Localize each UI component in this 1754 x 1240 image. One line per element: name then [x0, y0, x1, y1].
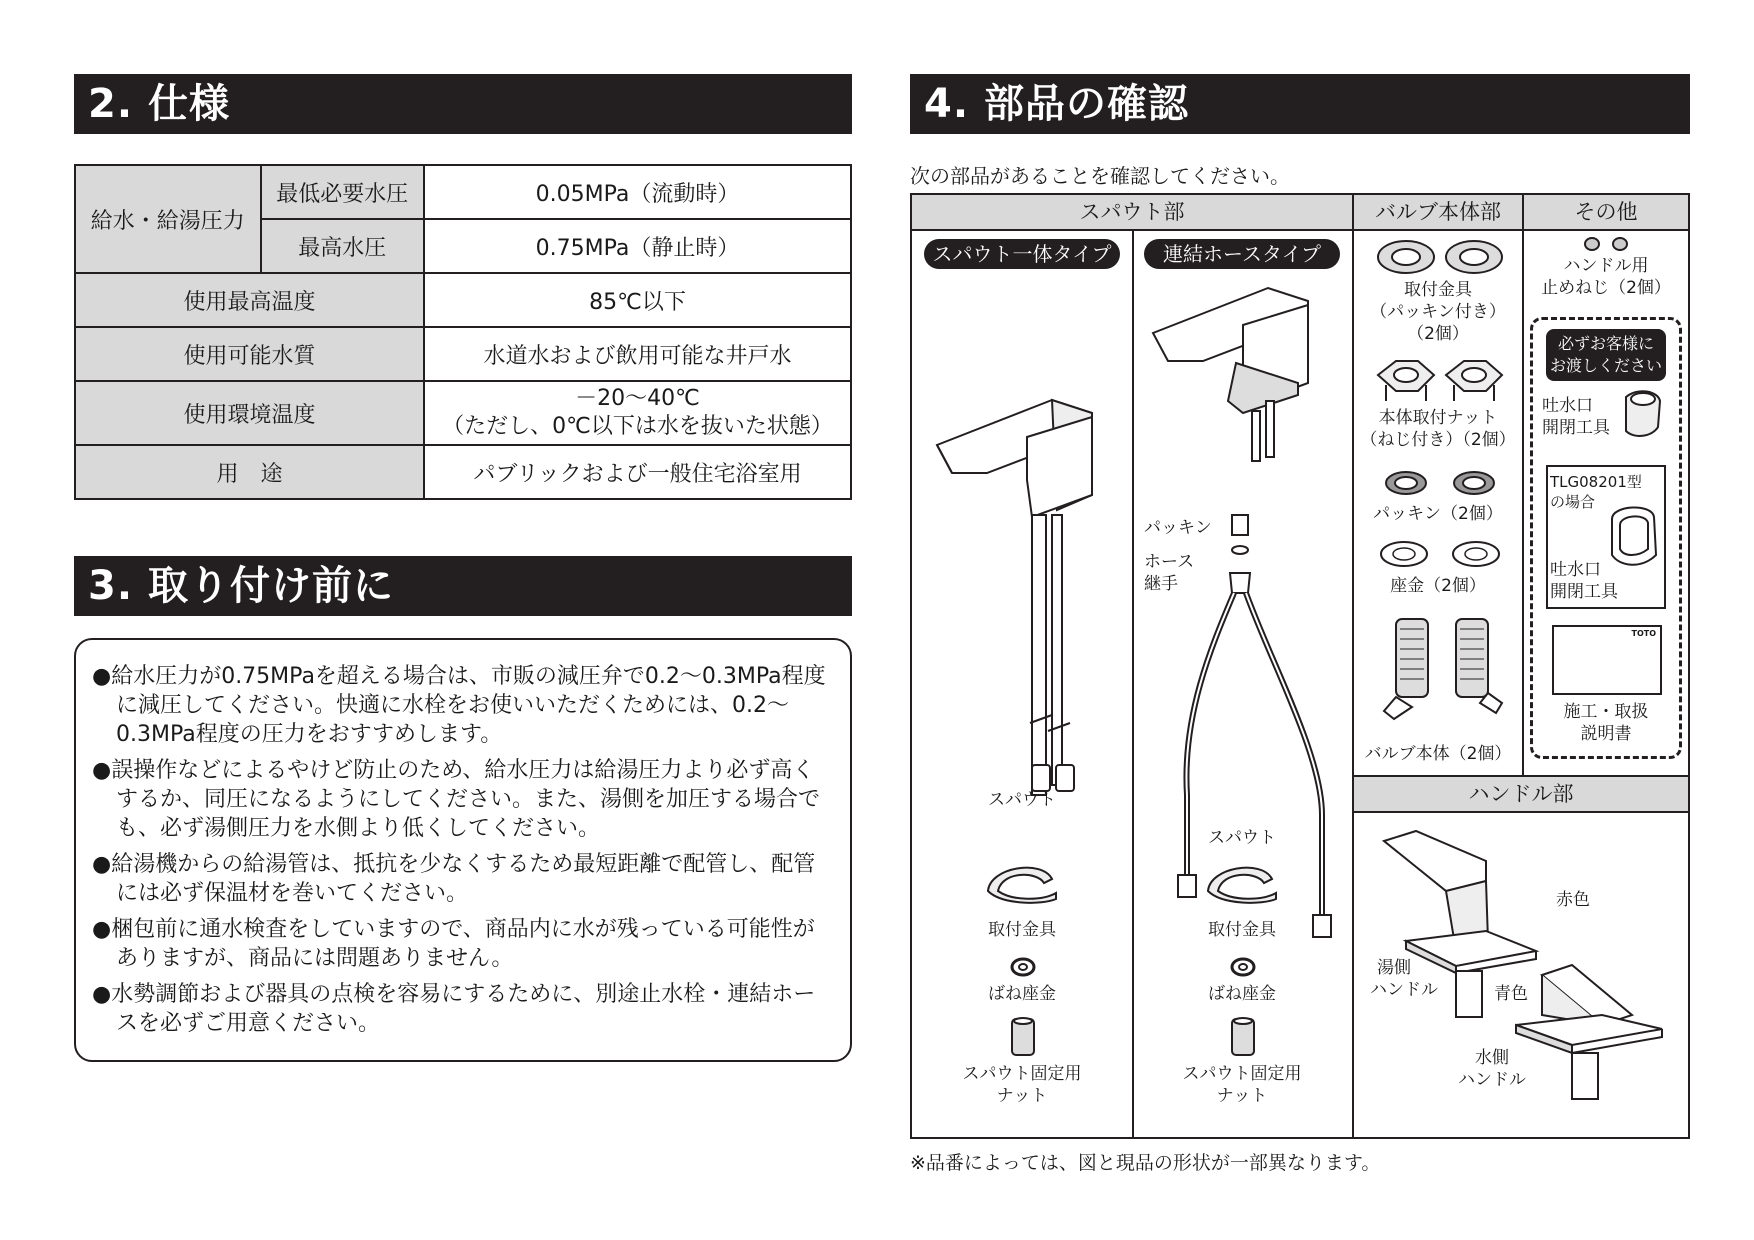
spec-label: 最高水圧 [261, 219, 425, 273]
customer-notice-line1: 必ずお客様に [1557, 334, 1654, 353]
label-tool-2: 開閉工具 [1542, 418, 1610, 438]
customer-notice-badge [1546, 329, 1666, 381]
fixing-nut-icon [1010, 1015, 1036, 1059]
spec-value: パブリックおよび一般住宅浴室用 [424, 445, 851, 499]
label-manual-2: 説明書 [1580, 724, 1632, 744]
parts-intro: 次の部品があることを確認してください。 [910, 164, 1290, 188]
manual-booklet [1552, 625, 1662, 695]
spec-label: 使用最高温度 [75, 273, 424, 327]
spec-value [424, 381, 851, 445]
note-item: ●給湯機からの給湯管は、抵抗を少なくするため最短距離で配管し、配管には必ず保温材を巻いてください。 [92, 852, 816, 906]
opening-tool-icon [1618, 387, 1666, 443]
spout-type-integral: スパウト一体タイプ [924, 239, 1120, 269]
divider [1132, 229, 1134, 1137]
table-row [75, 273, 851, 327]
header-valve: バルブ本体部 [1354, 195, 1522, 229]
label-model-tool-2: 開閉工具 [1550, 582, 1618, 602]
spring-washer-icon [1010, 957, 1036, 977]
label-packing: パッキン [1144, 518, 1212, 538]
table-row [75, 165, 851, 219]
label-valve-packing: パッキン（2個） [1373, 504, 1503, 524]
spec-group-label: 給水・給湯圧力 [75, 165, 261, 273]
divider [1352, 811, 1688, 813]
spec-value-line2: （ただし、0℃以下は水を抜いた状態） [442, 414, 833, 439]
label-mount: 取付金具 [1208, 920, 1276, 940]
spout-hose-illustration [1148, 283, 1338, 483]
valve-body-icon [1376, 615, 1506, 725]
label-blue: 青色 [1494, 984, 1528, 1004]
label-body-nut-1: 本体取付ナット [1378, 408, 1498, 428]
spec-value-line1: －20～40℃ [575, 386, 700, 411]
note-item: ●給水圧力が0.75MPaを超える場合は、市販の減圧弁で0.2～0.3MPa程度に減圧してください。快適に水栓をお使いいただくためには、0.2～0.3MPa程度の圧力をおすすめします。 [92, 664, 826, 747]
label-spring-washer: ばね座金 [988, 984, 1056, 1004]
handle-screw-icon [1582, 235, 1632, 253]
note-item: ●誤操作などによるやけど防止のため、給水圧力は給湯圧力より必ず高くするか、同圧になるようにしてください。また、湯側を加圧する場合でも、必ず湯側圧力を水側より低くしてください。 [92, 758, 821, 841]
fixing-nut-icon [1230, 1015, 1256, 1059]
label-mount: 取付金具 [988, 920, 1056, 940]
notes-box [74, 638, 852, 1062]
mount-bracket-icon [982, 861, 1062, 905]
spout-type-hose: 連結ホースタイプ [1144, 239, 1340, 269]
label-valve-body: バルブ本体（2個） [1364, 744, 1512, 764]
label-model-2: の場合 [1550, 493, 1596, 511]
spec-label: 使用可能水質 [75, 327, 424, 381]
label-hose-joint-2: 継手 [1144, 574, 1178, 594]
label-model-tool-1: 吐水口 [1550, 560, 1601, 580]
spec-value: 0.05MPa（流動時） [424, 165, 851, 219]
label-hot-1: 湯側 [1377, 958, 1411, 978]
note-item: ●水勢調節および器具の点検を容易にするために、別途止水栓・連結ホースを必ずご用意ください。 [92, 982, 816, 1036]
label-tool-1: 吐水口 [1542, 396, 1593, 416]
spring-washer-icon [1230, 957, 1256, 977]
header-spout: スパウト部 [912, 195, 1352, 229]
customer-notice-line2: お渡しください [1549, 356, 1662, 375]
table-row [75, 327, 851, 381]
mount-bracket-icon [1202, 861, 1282, 905]
header-handle: ハンドル部 [1354, 777, 1688, 811]
spec-value: 水道水および飲用可能な井戸水 [424, 327, 851, 381]
spec-label: 使用環境温度 [75, 381, 424, 445]
valve-mount-icon [1372, 237, 1508, 277]
label-valve-washer: 座金（2個） [1390, 576, 1486, 596]
section3-title: 3. 取り付け前に [74, 556, 852, 616]
label-nut-1: スパウト固定用 [1182, 1064, 1302, 1084]
manual-brand: TOTO [1631, 629, 1656, 638]
label-spout: スパウト [988, 790, 1056, 810]
parts-panel [910, 193, 1690, 1139]
label-screw-1: ハンドル用 [1563, 256, 1649, 276]
label-nut-1: スパウト固定用 [962, 1064, 1082, 1084]
label-manual-1: 施工・取扱 [1563, 702, 1649, 722]
spout-integral-illustration [932, 305, 1122, 775]
footnote: ※品番によっては、図と現品の形状が一部異なります。 [910, 1152, 1381, 1174]
label-nut-2: ナット [1216, 1086, 1268, 1106]
label-red: 赤色 [1556, 890, 1590, 910]
label-cold-1: 水側 [1475, 1048, 1509, 1068]
model-tool-icon [1602, 499, 1662, 571]
table-row [75, 445, 851, 499]
spec-value: 0.75MPa（静止時） [424, 219, 851, 273]
section2-title: 2. 仕様 [74, 74, 852, 134]
valve-packing-icon [1382, 469, 1498, 497]
label-valve-mount-3: （2個） [1407, 324, 1469, 344]
label-nut-2: ナット [996, 1086, 1048, 1106]
label-hose-joint-1: ホース [1144, 552, 1195, 572]
cold-handle-illustration [1512, 955, 1682, 1135]
spec-value: 85℃以下 [424, 273, 851, 327]
label-valve-mount-2: （パッキン付き） [1370, 302, 1506, 322]
label-spring-washer: ばね座金 [1208, 984, 1276, 1004]
spec-label: 最低必要水圧 [261, 165, 425, 219]
note-item: ●梱包前に通水検査をしていますので、商品内に水が残っている可能性がありますが、商品には問題ありません。 [92, 917, 815, 971]
label-spout: スパウト [1208, 828, 1276, 848]
label-hot-2: ハンドル [1370, 980, 1438, 1000]
label-cold-2: ハンドル [1458, 1070, 1526, 1090]
table-row [75, 381, 851, 445]
spec-label: 用 途 [75, 445, 424, 499]
divider [912, 229, 1688, 231]
label-valve-mount-1: 取付金具 [1404, 280, 1472, 300]
label-model-1: TLG08201型 [1550, 473, 1642, 491]
spec-table [74, 164, 852, 500]
label-screw-2: 止めねじ（2個） [1541, 278, 1671, 298]
header-other: その他 [1524, 195, 1688, 229]
section4-title: 4. 部品の確認 [910, 74, 1690, 134]
label-body-nut-2: （ねじ付き）（2個） [1360, 430, 1516, 450]
body-nut-icon [1372, 355, 1508, 405]
valve-washer-icon [1378, 539, 1502, 569]
